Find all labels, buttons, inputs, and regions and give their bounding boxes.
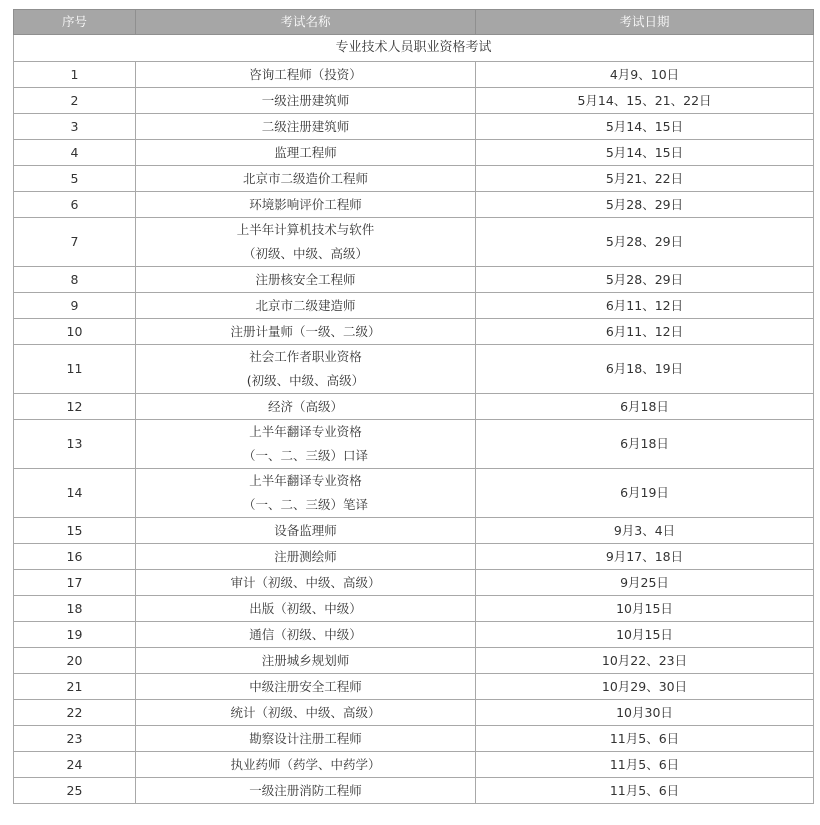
cell-exam-name [136,345,476,394]
cell-serial-number: 7 [14,218,136,267]
cell-exam-name [136,596,476,622]
cell-serial-number: 21 [14,674,136,700]
cell-exam-date: 9月25日 [476,570,814,596]
exam-name-line: 上半年计算机技术与软件 [236,222,375,237]
cell-exam-date: 6月19日 [476,469,814,518]
exam-name-line: 经济（高级） [267,398,343,414]
exam-name-line: 上半年翻译专业资格 [249,424,362,439]
cell-exam-date: 6月18日 [476,420,814,469]
table-row [14,394,814,420]
table-row [14,62,814,88]
table-row [14,726,814,752]
cell-serial-number: 25 [14,778,136,804]
cell-serial-number: 17 [14,570,136,596]
cell-exam-date: 11月5、6日 [476,726,814,752]
table-row [14,596,814,622]
table-row [14,192,814,218]
cell-exam-date: 10月29、30日 [476,674,814,700]
exam-name-line: 上半年翻译专业资格 [249,473,362,488]
exam-name-line: 审计（初级、中级、高级） [230,574,381,590]
table-row [14,88,814,114]
cell-exam-name [136,648,476,674]
cell-exam-date: 11月5、6日 [476,752,814,778]
cell-exam-date: 11月5、6日 [476,778,814,804]
cell-serial-number: 1 [14,62,136,88]
cell-exam-name [136,267,476,293]
exam-schedule-table [13,9,814,804]
table-row [14,622,814,648]
cell-exam-name [136,469,476,518]
table-row [14,570,814,596]
table-header [14,10,814,35]
cell-serial-number: 14 [14,469,136,518]
cell-serial-number: 16 [14,544,136,570]
cell-exam-name [136,726,476,752]
table-row [14,700,814,726]
cell-exam-date: 10月15日 [476,622,814,648]
cell-exam-name [136,140,476,166]
header-serial-number: 序号 [14,10,136,35]
exam-name-line: 统计（初级、中级、高级） [230,704,381,720]
cell-exam-date: 5月28、29日 [476,192,814,218]
table-row [14,319,814,345]
cell-exam-name [136,700,476,726]
exam-name-line: 注册计量师（一级、二级） [230,323,381,339]
exam-name-line: （一、二、三级）笔译 [242,497,368,512]
cell-exam-name [136,88,476,114]
table-row [14,345,814,394]
exam-name-line: 环境影响评价工程师 [249,196,362,212]
table-row [14,674,814,700]
header-exam-name: 考试名称 [136,10,476,35]
table-body [14,35,814,804]
cell-exam-name [136,420,476,469]
cell-exam-date: 5月14、15日 [476,140,814,166]
exam-name-line: 设备监理师 [274,522,337,538]
cell-exam-date: 6月11、12日 [476,319,814,345]
cell-serial-number: 9 [14,293,136,319]
exam-name-line: 北京市二级造价工程师 [242,170,368,186]
cell-exam-name [136,674,476,700]
cell-serial-number: 10 [14,319,136,345]
table-row [14,778,814,804]
cell-serial-number: 5 [14,166,136,192]
cell-exam-name [136,570,476,596]
cell-exam-name [136,319,476,345]
cell-serial-number: 11 [14,345,136,394]
cell-exam-name [136,166,476,192]
exam-name-line: 执业药师（药学、中药学） [230,756,381,772]
exam-name-line: 咨询工程师（投资） [249,66,362,82]
cell-exam-name [136,394,476,420]
exam-name-line: 二级注册建筑师 [261,118,350,134]
cell-exam-name [136,62,476,88]
exam-name-line: 社会工作者职业资格 [249,349,362,364]
section-title: 专业技术人员职业资格考试 [14,35,814,62]
cell-serial-number: 6 [14,192,136,218]
exam-name-line: （一、二、三级）口译 [242,448,368,463]
cell-exam-date: 5月28、29日 [476,267,814,293]
cell-exam-date: 6月11、12日 [476,293,814,319]
cell-exam-date: 9月17、18日 [476,544,814,570]
exam-name-line: 中级注册安全工程师 [249,678,362,694]
exam-name-line: 监理工程师 [274,144,337,160]
cell-exam-date: 10月30日 [476,700,814,726]
cell-exam-name [136,192,476,218]
table-row [14,140,814,166]
cell-exam-date: 5月14、15日 [476,114,814,140]
cell-serial-number: 12 [14,394,136,420]
table-row [14,544,814,570]
table-row [14,469,814,518]
cell-exam-date: 10月22、23日 [476,648,814,674]
table-row [14,114,814,140]
cell-exam-date: 6月18、19日 [476,345,814,394]
cell-exam-name [136,218,476,267]
cell-exam-date: 6月18日 [476,394,814,420]
header-row [14,10,814,35]
exam-name-line: 北京市二级建造师 [255,297,356,313]
exam-name-line: (初级、中级、高级） [246,373,365,388]
cell-serial-number: 15 [14,518,136,544]
exam-name-line: 通信（初级、中级） [249,626,362,642]
cell-serial-number: 19 [14,622,136,648]
cell-serial-number: 18 [14,596,136,622]
cell-serial-number: 8 [14,267,136,293]
exam-name-line: 勘察设计注册工程师 [249,730,362,746]
cell-exam-date: 5月21、22日 [476,166,814,192]
table-row [14,293,814,319]
cell-exam-date: 5月28、29日 [476,218,814,267]
cell-exam-name [136,518,476,544]
exam-name-line: 出版（初级、中级） [249,600,362,616]
cell-exam-date: 10月15日 [476,596,814,622]
table-row [14,752,814,778]
cell-serial-number: 23 [14,726,136,752]
cell-serial-number: 24 [14,752,136,778]
cell-exam-name [136,622,476,648]
section-row [14,35,814,62]
cell-exam-name [136,778,476,804]
cell-serial-number: 3 [14,114,136,140]
exam-name-line: 注册城乡规划师 [261,652,350,668]
cell-serial-number: 20 [14,648,136,674]
cell-serial-number: 22 [14,700,136,726]
table-row [14,267,814,293]
cell-exam-date: 4月9、10日 [476,62,814,88]
table-row [14,648,814,674]
table-row [14,218,814,267]
cell-exam-name [136,544,476,570]
table-row [14,166,814,192]
exam-name-line: 一级注册建筑师 [261,92,350,108]
cell-exam-name [136,293,476,319]
cell-exam-date: 5月14、15、21、22日 [476,88,814,114]
cell-exam-date: 9月3、4日 [476,518,814,544]
exam-name-line: （初级、中级、高级） [242,246,368,261]
cell-exam-name [136,752,476,778]
cell-serial-number: 13 [14,420,136,469]
exam-name-line: 注册测绘师 [274,548,337,564]
cell-serial-number: 2 [14,88,136,114]
cell-exam-name [136,114,476,140]
table-row [14,518,814,544]
header-exam-date: 考试日期 [476,10,814,35]
table-row [14,420,814,469]
cell-serial-number: 4 [14,140,136,166]
exam-name-line: 一级注册消防工程师 [249,782,362,798]
exam-name-line: 注册核安全工程师 [255,271,356,287]
